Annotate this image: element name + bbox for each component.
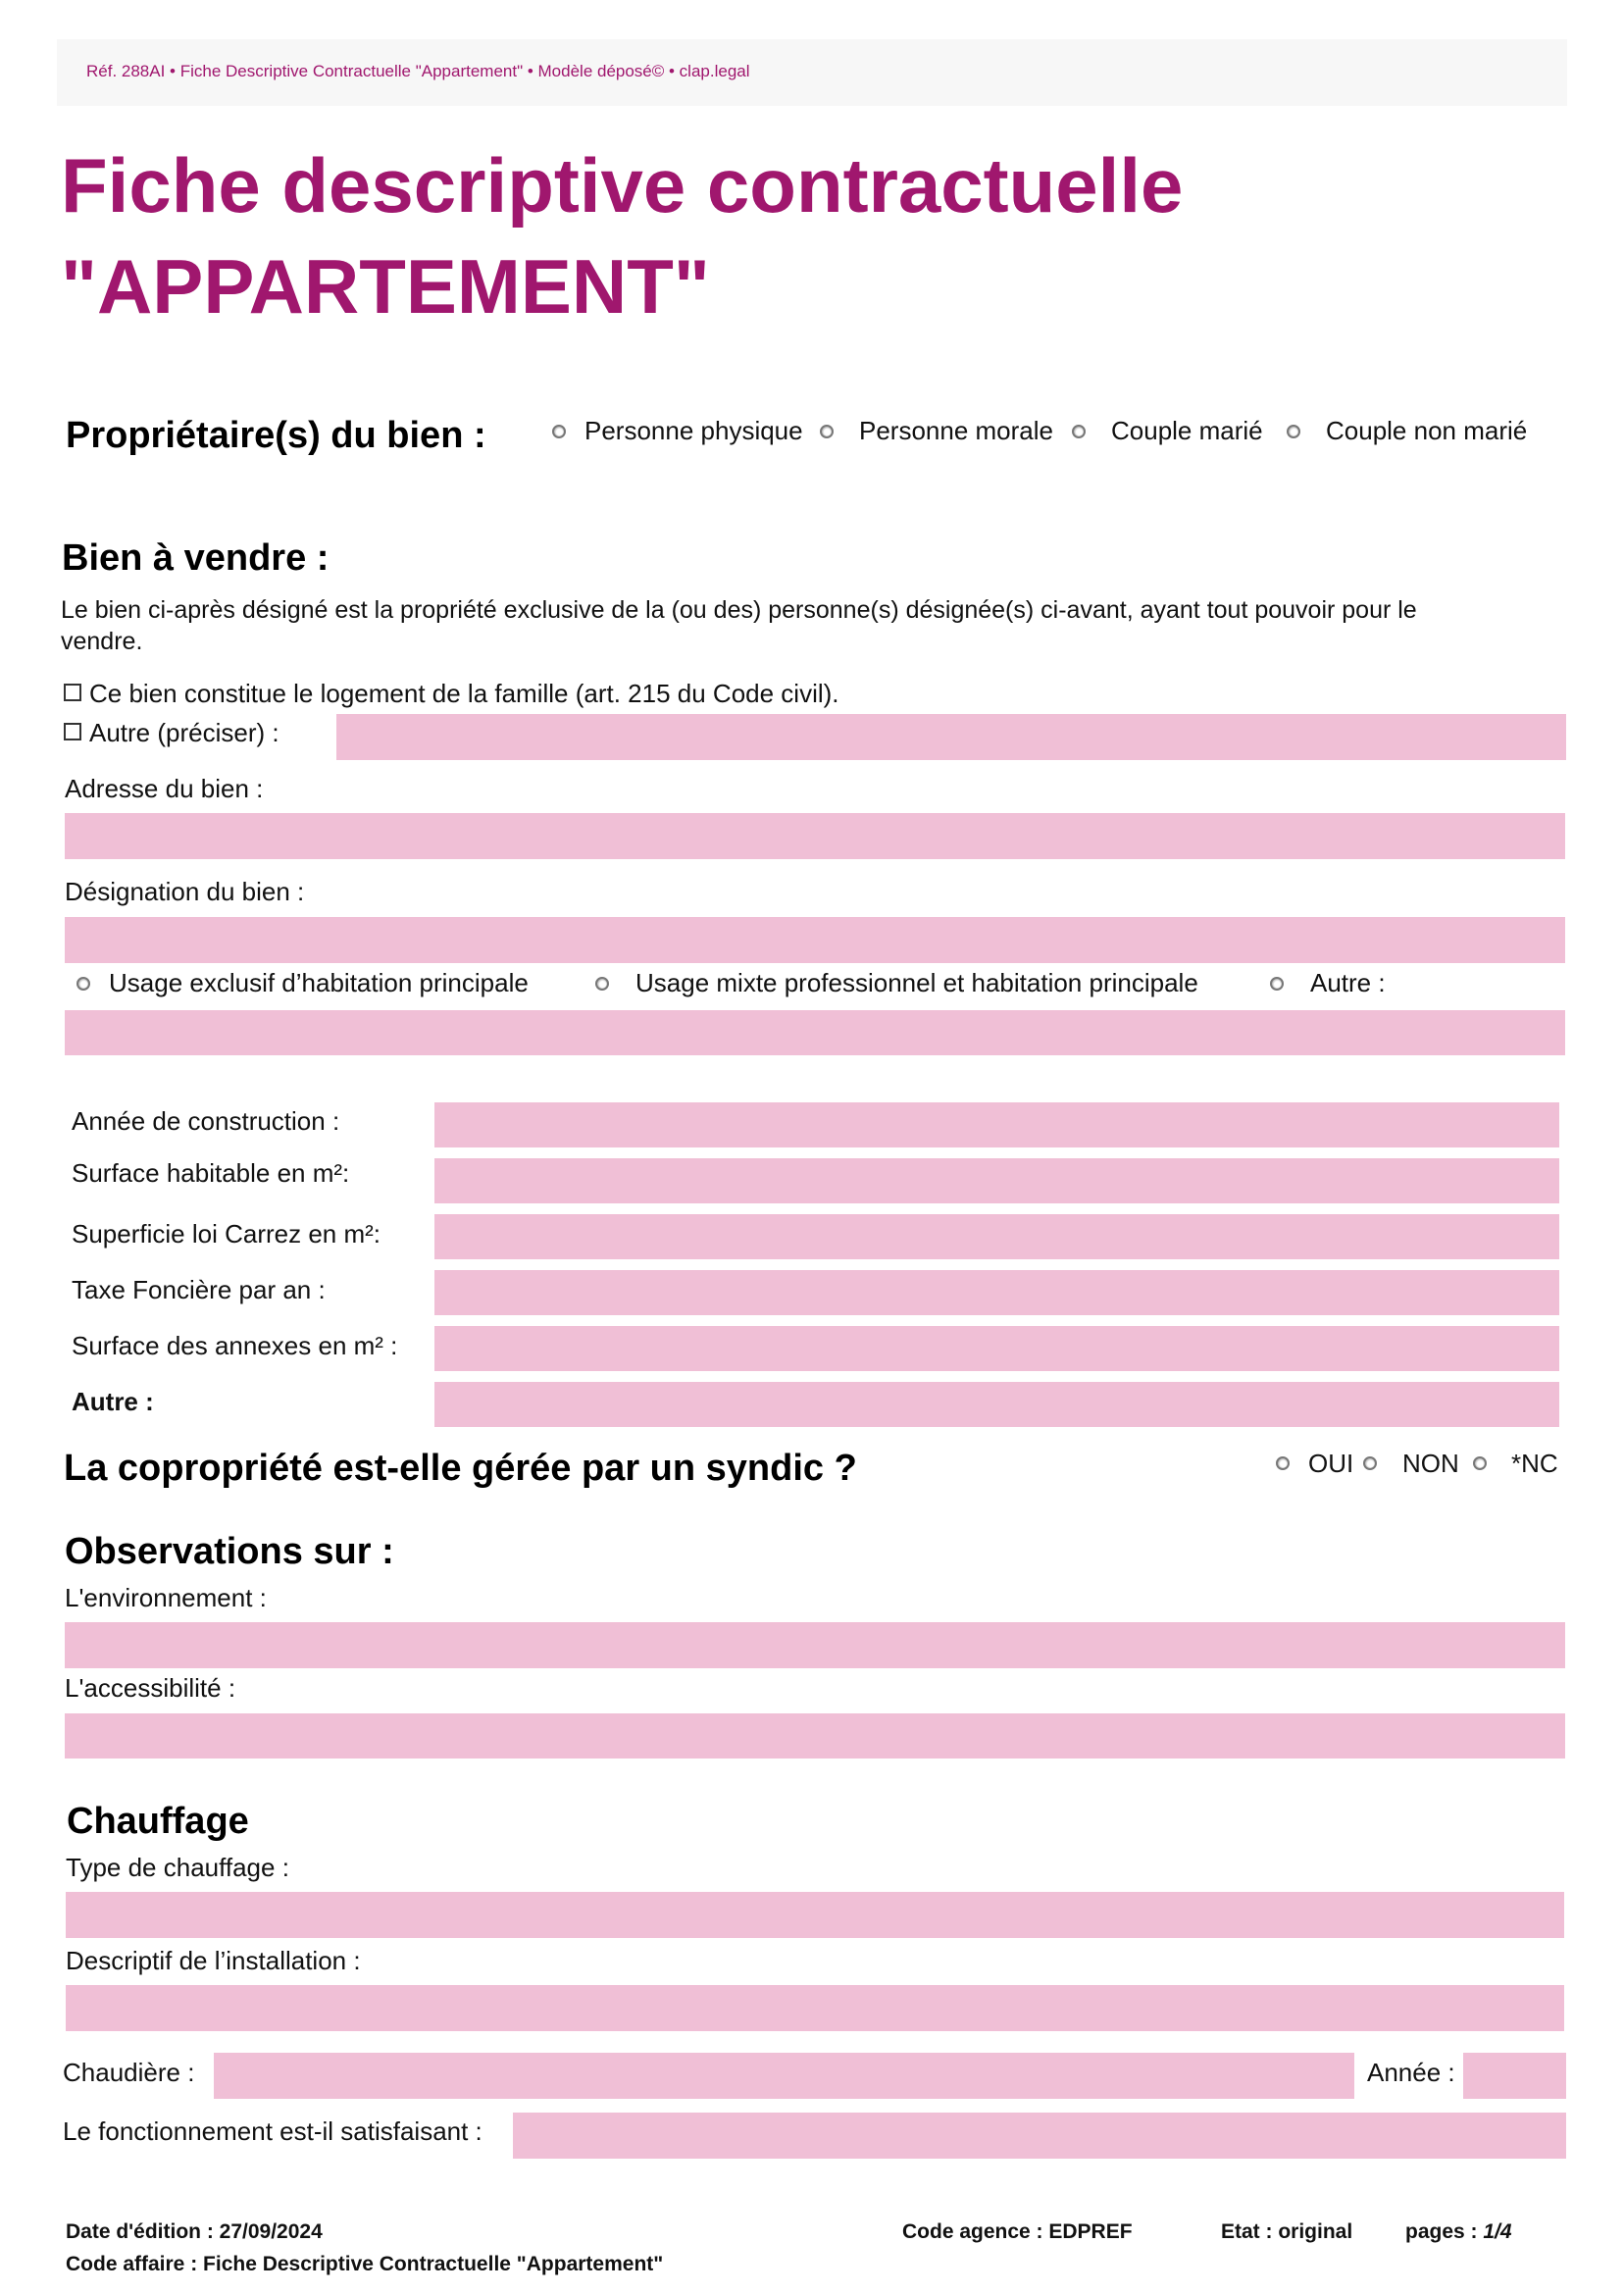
accessibility-input[interactable]	[65, 1713, 1565, 1759]
syndic-question: La copropriété est-elle gérée par un syndic ?	[64, 1448, 857, 1489]
page-title-subject: "APPARTEMENT"	[61, 243, 710, 330]
living-area-input[interactable]	[434, 1158, 1559, 1203]
family-home-checkbox[interactable]	[64, 684, 81, 701]
heating-type-label: Type de chauffage :	[66, 1853, 289, 1882]
other-checkbox[interactable]	[64, 723, 81, 740]
radio-usage-autre[interactable]	[1270, 977, 1284, 991]
radio-label-usage-habitation: Usage exclusif d’habitation principale	[109, 968, 529, 997]
boiler-label: Chaudière :	[63, 2058, 195, 2087]
carrez-area-input[interactable]	[434, 1214, 1559, 1259]
radio-label-syndic-oui: OUI	[1308, 1449, 1354, 1478]
property-intro-line1: Le bien ci-après désigné est la propriété exclusive de la (ou des) personne(s) désignée(s) ci-avant, ayant tout pouvoir pour le	[61, 596, 1417, 624]
annex-area-input[interactable]	[434, 1326, 1559, 1371]
boiler-year-label: Année :	[1367, 2058, 1455, 2087]
radio-label-usage-mixte: Usage mixte professionnel et habitation principale	[635, 968, 1198, 997]
installation-input[interactable]	[66, 1985, 1564, 2031]
radio-label-couple-non-marie: Couple non marié	[1326, 416, 1528, 445]
living-area-label: Surface habitable en m²:	[72, 1158, 350, 1188]
boiler-year-input[interactable]	[1463, 2053, 1566, 2099]
working-label: Le fonctionnement est-il satisfaisant :	[63, 2116, 482, 2146]
usage-other-input[interactable]	[65, 1010, 1565, 1055]
designation-label: Désignation du bien :	[65, 877, 305, 906]
radio-label-couple-marie: Couple marié	[1111, 416, 1263, 445]
reference-line: Réf. 288AI • Fiche Descriptive Contractuelle "Appartement" • Modèle déposé© • clap.legal	[86, 62, 750, 80]
environment-input[interactable]	[65, 1622, 1565, 1668]
edition-date: Date d'édition : 27/09/2024	[66, 2220, 323, 2243]
details-other-label: Autre :	[72, 1387, 154, 1416]
installation-label: Descriptif de l’installation :	[66, 1946, 361, 1975]
document-status: Etat : original	[1221, 2220, 1353, 2243]
case-code: Code affaire : Fiche Descriptive Contractuelle "Appartement"	[66, 2253, 664, 2275]
page-title: Fiche descriptive contractuelle	[61, 142, 1184, 229]
property-tax-label: Taxe Foncière par an :	[72, 1275, 326, 1304]
annex-area-label: Surface des annexes en m² :	[72, 1331, 398, 1360]
property-tax-input[interactable]	[434, 1270, 1559, 1315]
address-input[interactable]	[65, 813, 1565, 859]
radio-personne-physique[interactable]	[552, 425, 566, 438]
owners-heading: Propriétaire(s) du bien :	[66, 415, 486, 456]
page-count-label: pages :	[1405, 2220, 1478, 2243]
address-label: Adresse du bien :	[65, 774, 264, 803]
radio-couple-non-marie[interactable]	[1287, 425, 1300, 438]
accessibility-label: L'accessibilité :	[65, 1673, 236, 1703]
environment-label: L'environnement :	[65, 1583, 267, 1612]
property-intro-line2: vendre.	[61, 628, 143, 655]
radio-usage-mixte[interactable]	[595, 977, 609, 991]
heating-heading: Chauffage	[67, 1801, 249, 1842]
other-label: Autre (préciser) :	[89, 718, 279, 747]
family-home-label: Ce bien constitue le logement de la famille (art. 215 du Code civil).	[89, 679, 839, 708]
designation-input[interactable]	[65, 917, 1565, 963]
property-heading: Bien à vendre :	[62, 537, 330, 579]
observations-heading: Observations sur :	[65, 1531, 394, 1572]
radio-syndic-non[interactable]	[1363, 1456, 1377, 1470]
construction-year-label: Année de construction :	[72, 1106, 340, 1136]
radio-label-syndic-non: NON	[1402, 1449, 1459, 1478]
other-specify-input[interactable]	[336, 714, 1566, 760]
radio-couple-marie[interactable]	[1072, 425, 1086, 438]
radio-usage-habitation[interactable]	[76, 977, 90, 991]
radio-syndic-nc[interactable]	[1473, 1456, 1487, 1470]
radio-personne-morale[interactable]	[820, 425, 834, 438]
page-count	[1405, 2220, 1512, 2244]
radio-label-syndic-nc: *NC	[1511, 1449, 1558, 1478]
agency-code: Code agence : EDPREF	[902, 2220, 1133, 2243]
working-input[interactable]	[513, 2113, 1566, 2159]
radio-syndic-oui[interactable]	[1276, 1456, 1290, 1470]
page-count-value: 1/4	[1483, 2220, 1512, 2243]
radio-label-usage-autre: Autre :	[1310, 968, 1386, 997]
radio-label-personne-physique: Personne physique	[584, 416, 803, 445]
radio-label-personne-morale: Personne morale	[859, 416, 1053, 445]
details-other-input[interactable]	[434, 1382, 1559, 1427]
carrez-area-label: Superficie loi Carrez en m²:	[72, 1219, 381, 1249]
heating-type-input[interactable]	[66, 1892, 1564, 1938]
construction-year-input[interactable]	[434, 1102, 1559, 1147]
boiler-input[interactable]	[214, 2053, 1354, 2099]
